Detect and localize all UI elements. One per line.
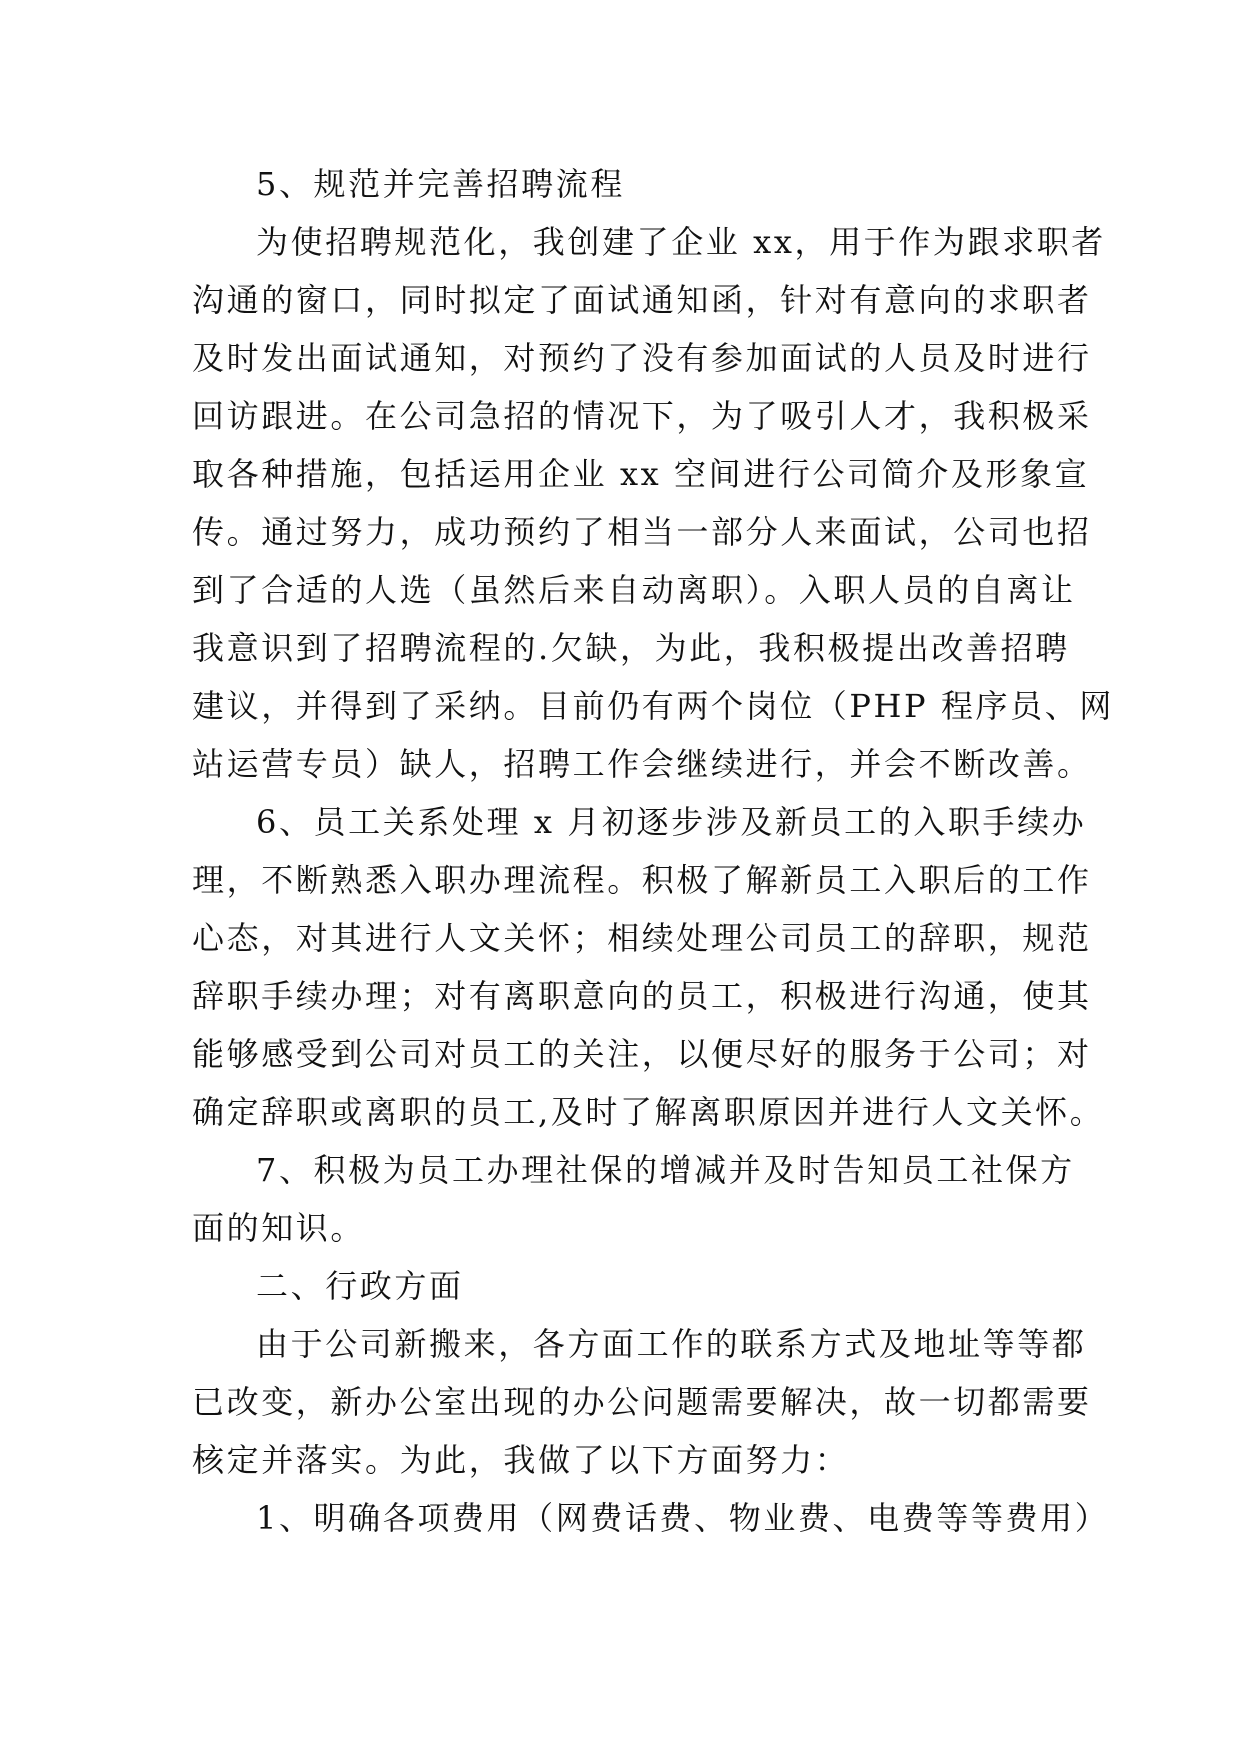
paragraph-line: 辞职手续办理；对有离职意向的员工，积极进行沟通，使其 (192, 977, 1092, 1015)
paragraph-line: 传。通过努力，成功预约了相当一部分人来面试，公司也招 (192, 513, 1092, 551)
paragraph-line: 站运营专员）缺人，招聘工作会继续进行，并会不断改善。 (192, 745, 1092, 783)
paragraph-line: 及时发出面试通知，对预约了没有参加面试的人员及时进行 (192, 339, 1092, 377)
paragraph-line-employee-relations: 6、员工关系处理 x 月初逐步涉及新员工的入职手续办 (256, 803, 1087, 841)
paragraph-line: 回访跟进。在公司急招的情况下，为了吸引人才，我积极采 (192, 397, 1092, 435)
paragraph-line: 为使招聘规范化，我创建了企业 xx，用于作为跟求职者 (256, 223, 1106, 261)
paragraph-line: 已改变，新办公室出现的办公问题需要解决，故一切都需要 (192, 1383, 1092, 1421)
document-body (192, 155, 1114, 1547)
paragraph-line: 核定并落实。为此，我做了以下方面努力： (192, 1441, 850, 1479)
paragraph-line: 沟通的窗口，同时拟定了面试通知函，针对有意向的求职者 (192, 281, 1092, 319)
paragraph-line: 我意识到了招聘流程的.欠缺，为此，我积极提出改善招聘 (192, 629, 1070, 667)
list-item-expenses: 1、明确各项费用（网费话费、物业费、电费等等费用） (256, 1499, 1110, 1537)
paragraph-line: 确定辞职或离职的员工,及时了解离职原因并进行人文关怀。 (192, 1093, 1105, 1131)
section-heading-recruitment-process: 5、规范并完善招聘流程 (256, 165, 625, 203)
paragraph-line: 取各种措施，包括运用企业 xx 空间进行公司简介及形象宣 (192, 455, 1090, 493)
paragraph-line: 由于公司新搬来，各方面工作的联系方式及地址等等都 (256, 1325, 1087, 1363)
paragraph-line: 面的知识。 (192, 1209, 366, 1247)
section-heading-administration: 二、行政方面 (256, 1267, 464, 1305)
paragraph-line-social-insurance: 7、积极为员工办理社保的增减并及时告知员工社保方 (256, 1151, 1075, 1189)
paragraph-line: 建议，并得到了采纳。目前仍有两个岗位（PHP 程序员、网 (192, 687, 1114, 725)
paragraph-line: 心态，对其进行人文关怀；相续处理公司员工的辞职，规范 (192, 919, 1092, 957)
paragraph-line: 理，不断熟悉入职办理流程。积极了解新员工入职后的工作 (192, 861, 1092, 899)
paragraph-line: 到了合适的人选（虽然后来自动离职）。入职人员的自离让 (192, 571, 1076, 609)
paragraph-line: 能够感受到公司对员工的关注，以便尽好的服务于公司；对 (192, 1035, 1092, 1073)
